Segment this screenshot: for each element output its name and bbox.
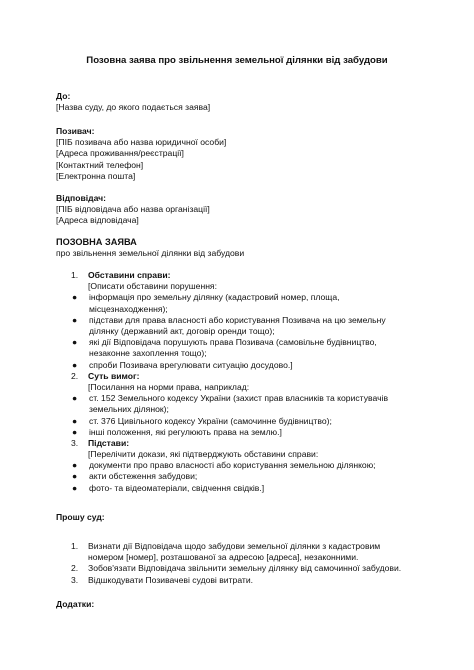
defendant-line: [ПІБ відповідача або назва організації] [56,204,210,215]
section-header [56,371,436,382]
section-number: 3. [71,437,79,448]
bullet-text: які дії Відповідача порушують права Позивача (самовільне будівництво, [89,337,377,348]
bullet-text: місцезнаходження); [89,303,168,314]
request-number: 2. [71,563,79,574]
claim-heading: ПОЗОВНА ЗАЯВА [56,237,137,247]
request-items [56,541,436,586]
section-intro [56,449,436,460]
section-header [56,438,436,449]
bullet-icon: ● [72,314,78,325]
to-label: До: [56,91,71,101]
bullet-icon: ● [72,471,78,482]
request-text: Зобов'язати Відповідача звільнити земельну ділянку від самочинної забудови. [88,563,402,574]
bullet-item [56,416,436,427]
section-label: Обставини справи: [88,270,171,280]
bullet-text: ст. 152 Земельного кодексу України (захист прав власників та користувачів [89,393,389,404]
bullet-item [56,471,436,482]
section-intro-text: [Описати обставини порушення: [88,281,217,292]
bullet-text: підстави для права власності або користування Позивача на цю земельну [89,314,386,325]
court-name: [Назва суду, до якого подається заява] [56,102,211,113]
bullet-item [56,427,436,438]
bullet-text: фото- та відеоматеріали, свідчення свідків.] [89,482,265,493]
claim-subheading: про звільнення земельної ділянки від забудови [56,248,245,259]
request-item [56,575,436,586]
claim-heading-block [56,237,436,259]
bullet-icon: ● [72,359,78,370]
section-header [56,270,436,281]
defendant-block [56,193,436,227]
request-text: Визнати дії Відповідача щодо забудови земельної ділянки з кадастровим [88,541,381,551]
bullet-text: земельних ділянок); [89,404,169,415]
plaintiff-line: [Контактний телефон] [56,159,144,170]
bullet-icon: ● [72,482,78,493]
section-number: 1. [71,270,79,280]
defendant-line: [Адреса відповідача] [56,215,139,226]
bullet-text: незаконне захоплення тощо); [89,348,207,359]
bullet-text: інші положення, які регулюють права на землю.] [89,426,282,437]
request-text: номером [номер], розташованої за адресою [адреса], незаконними. [88,552,359,563]
plaintiff-label: Позивач: [56,126,95,136]
bullet-text: спроби Позивача врегулювати ситуацію досудово.] [89,359,293,370]
to-block [56,91,436,113]
bullet-icon: ● [72,426,78,437]
section-intro-text: [Посилання на норми права, наприклад: [88,381,250,392]
section-intro [56,281,436,292]
plaintiff-line: [Електронна пошта] [56,170,136,181]
bullet-text: інформація про земельну ділянку (кадастровий номер, площа, [89,292,340,303]
attachments-block [56,599,436,610]
request-item [56,541,436,563]
section-intro [56,382,436,393]
bullet-text: ділянку (державний акт, договір оренди тощо); [89,325,275,336]
plaintiff-line: [Адреса проживання/реєстрації] [56,148,184,159]
bullet-item [56,337,436,359]
bullet-item [56,483,436,494]
bullet-text: документи про право власності або користування земельною ділянкою; [89,460,376,471]
bullet-item [56,292,436,314]
attachments-label: Додатки: [56,599,95,609]
bullet-text: ст. 376 Цивільного кодексу України (самочинне будівництво); [89,415,332,426]
request-number: 3. [71,574,79,585]
section-intro-text: [Перелічити докази, які підтверджують обставини справи: [88,449,319,460]
section-number: 2. [71,370,79,381]
bullet-item [56,393,436,415]
bullet-icon: ● [72,337,78,348]
section-label: Суть вимог: [88,370,140,381]
bullet-icon: ● [72,393,78,404]
request-number: 1. [71,541,79,551]
claim-sections [56,270,436,494]
section-label: Підстави: [88,437,130,448]
bullet-text: акти обстеження забудови; [89,471,198,482]
bullet-item [56,460,436,471]
request-item [56,563,436,574]
bullet-icon: ● [72,460,78,471]
bullet-item [56,360,436,371]
defendant-label: Відповідач: [56,193,107,203]
request-block [56,512,436,523]
bullet-icon: ● [72,415,78,426]
bullet-item [56,315,436,337]
bullet-icon: ● [72,292,78,303]
document-title: Позовна заява про звільнення земельної ділянки від забудови [86,55,388,66]
request-text: Відшкодувати Позивачеві судові витрати. [88,574,254,585]
plaintiff-line: [ПІБ позивача або назва юридичної особи] [56,137,227,148]
plaintiff-block [56,126,436,182]
request-label: Прошу суд: [56,512,105,522]
